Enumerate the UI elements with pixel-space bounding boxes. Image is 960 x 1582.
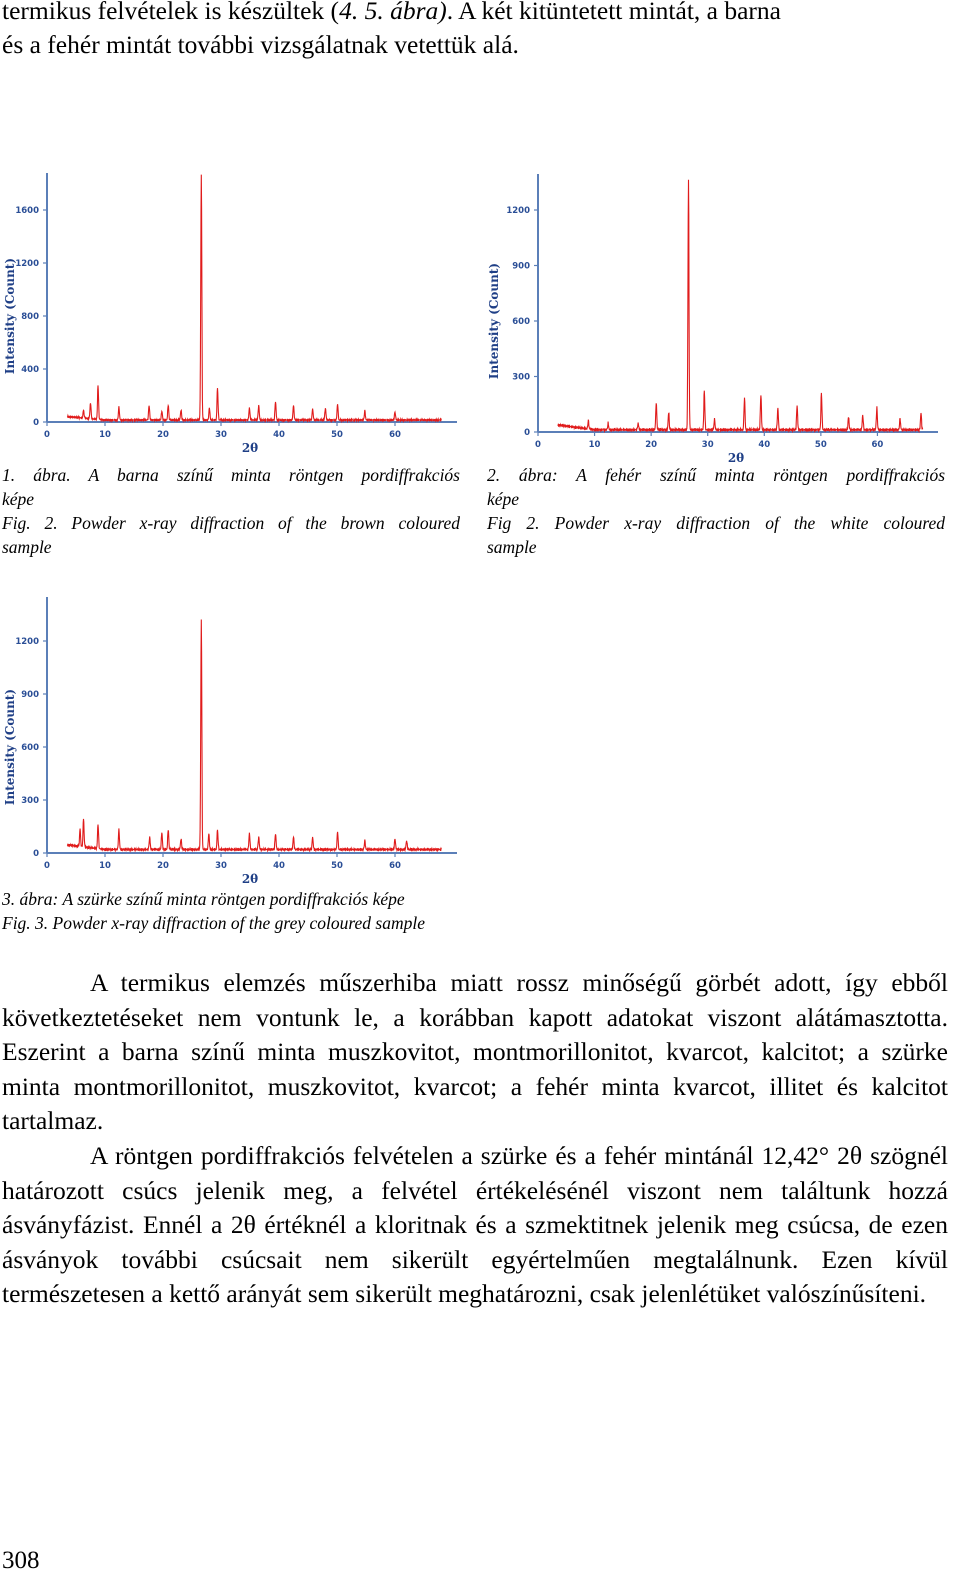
y-axis-title: Intensity (Count)	[3, 688, 17, 806]
figure-1-caption	[2, 463, 460, 559]
page-number: 308	[2, 1547, 40, 1574]
intro-paragraph	[2, 0, 950, 62]
y-tick-label: 1200	[15, 637, 39, 647]
diffraction-trace	[67, 175, 441, 422]
intro-text-b: . A két kitüntetett mintát, a barna	[446, 0, 781, 25]
y-tick-label: 0	[33, 418, 39, 428]
xrd-chart-grey-svg	[0, 591, 470, 886]
xrd-chart-brown	[0, 168, 470, 458]
figure-2-caption	[487, 463, 945, 559]
x-tick-label: 30	[215, 430, 227, 440]
axes	[487, 174, 938, 465]
x-tick-label: 20	[157, 861, 169, 871]
axes	[3, 597, 457, 886]
x-tick-label: 20	[645, 440, 658, 450]
y-tick-label: 0	[33, 849, 39, 859]
paragraph-2: A röntgen pordiffrakciós felvételen a szürke és a fehér mintánál 12,42° 2θ szögnél határozott csúcs jelenik meg, a felvétel értékelésénél viszont nem találtunk hozzá ásványfázist. Ennél a 2θ értéknél a kloritnak és a szmektitnek jelenik meg csúcsa, de ezen ásványok további csúcsait nem sikerült egyértelműen megtalálnunk. Ezen kívül természetesen a kettő arányát sem sikerült meghatározni, csak jelenlétüket valószínűsíteni.	[2, 1140, 948, 1309]
figure-2-caption-en: Fig 2. Powder x-ray diffraction of the white coloured	[487, 513, 945, 533]
intro-text-c: és a fehér mintát további vizsgálatnak vetettük alá.	[2, 30, 519, 59]
y-tick-label: 400	[21, 365, 39, 375]
figure-2-caption-hu: 2. ábra: A fehér színű minta röntgen pordiffrakciós	[487, 465, 945, 485]
x-tick-label: 10	[99, 861, 111, 871]
y-tick-label: 900	[21, 690, 39, 700]
x-tick-label: 40	[758, 440, 771, 450]
x-tick-label: 10	[588, 440, 601, 450]
y-tick-label: 600	[512, 317, 530, 327]
y-tick-label: 1200	[506, 206, 530, 216]
y-tick-label: 900	[512, 261, 530, 272]
figure-3-caption	[2, 887, 522, 935]
x-tick-label: 50	[331, 430, 343, 440]
y-tick-label: 1200	[15, 259, 39, 269]
y-tick-label: 300	[512, 372, 530, 383]
x-tick-label: 60	[389, 861, 401, 871]
y-tick-label: 300	[21, 796, 39, 806]
x-tick-label: 40	[273, 861, 285, 871]
figure-1-caption-en: Fig. 2. Powder x-ray diffraction of the brown coloured	[2, 513, 460, 533]
xrd-chart-white-svg	[484, 168, 954, 463]
x-tick-label: 60	[389, 430, 401, 440]
x-tick-label: 10	[99, 430, 111, 440]
xrd-chart-brown-svg	[0, 168, 470, 458]
figure-3-caption-hu: 3. ábra: A szürke színű minta röntgen pordiffrakciós képe	[2, 889, 405, 909]
x-tick-label: 30	[701, 440, 714, 450]
x-axis-title: 2θ	[241, 441, 259, 455]
x-tick-label: 0	[535, 440, 541, 450]
y-tick-label: 0	[524, 428, 530, 438]
x-tick-label: 0	[44, 861, 50, 871]
x-tick-label: 30	[215, 861, 227, 871]
y-tick-label: 1600	[15, 206, 39, 216]
x-tick-label: 50	[331, 861, 343, 871]
figure-2-caption-hu-cont: képe	[487, 489, 520, 509]
y-tick-label: 800	[21, 312, 39, 322]
figure-1-caption-en-cont: sample	[2, 537, 52, 557]
body-text	[2, 966, 948, 1312]
xrd-chart-white	[484, 168, 954, 463]
x-tick-label: 60	[871, 440, 884, 450]
figure-1-caption-hu: 1. ábra. A barna színű minta röntgen pordiffrakciós	[2, 465, 460, 485]
x-axis-title: 2θ	[727, 451, 745, 465]
y-axis-title: Intensity (Count)	[487, 262, 501, 380]
diffraction-trace	[67, 620, 441, 852]
figure-2-caption-en-cont: sample	[487, 537, 537, 557]
figure-reference: 4. 5. ábra)	[339, 0, 447, 25]
diffraction-trace	[558, 180, 923, 432]
paragraph-1: A termikus elemzés műszerhiba miatt rossz minőségű görbét adott, így ebből következtetéseket nem vontunk le, a korábban kapott adatokat viszont alátámasztotta. Eszerint a barna színű minta muszkovitot, montmorillonitot, kvarcot, kalcitot; a szürke minta montmorillonitot, muszkovitot, kvarcot; a fehér minta kvarcot, illitet és kalcitot tartalmaz.	[2, 968, 948, 1136]
x-tick-label: 40	[273, 430, 285, 440]
y-tick-label: 600	[21, 743, 39, 753]
figure-1-caption-hu-cont: képe	[2, 489, 35, 509]
figure-3-caption-en: Fig. 3. Powder x-ray diffraction of the grey coloured sample	[2, 913, 425, 933]
intro-text-a: termikus felvételek is készültek (	[2, 0, 340, 25]
y-axis-title: Intensity (Count)	[3, 257, 17, 375]
x-tick-label: 20	[157, 430, 169, 440]
axes	[3, 173, 457, 455]
x-tick-label: 0	[44, 430, 50, 440]
x-tick-label: 50	[814, 440, 827, 450]
x-axis-title: 2θ	[241, 872, 259, 886]
xrd-chart-grey	[0, 591, 470, 886]
